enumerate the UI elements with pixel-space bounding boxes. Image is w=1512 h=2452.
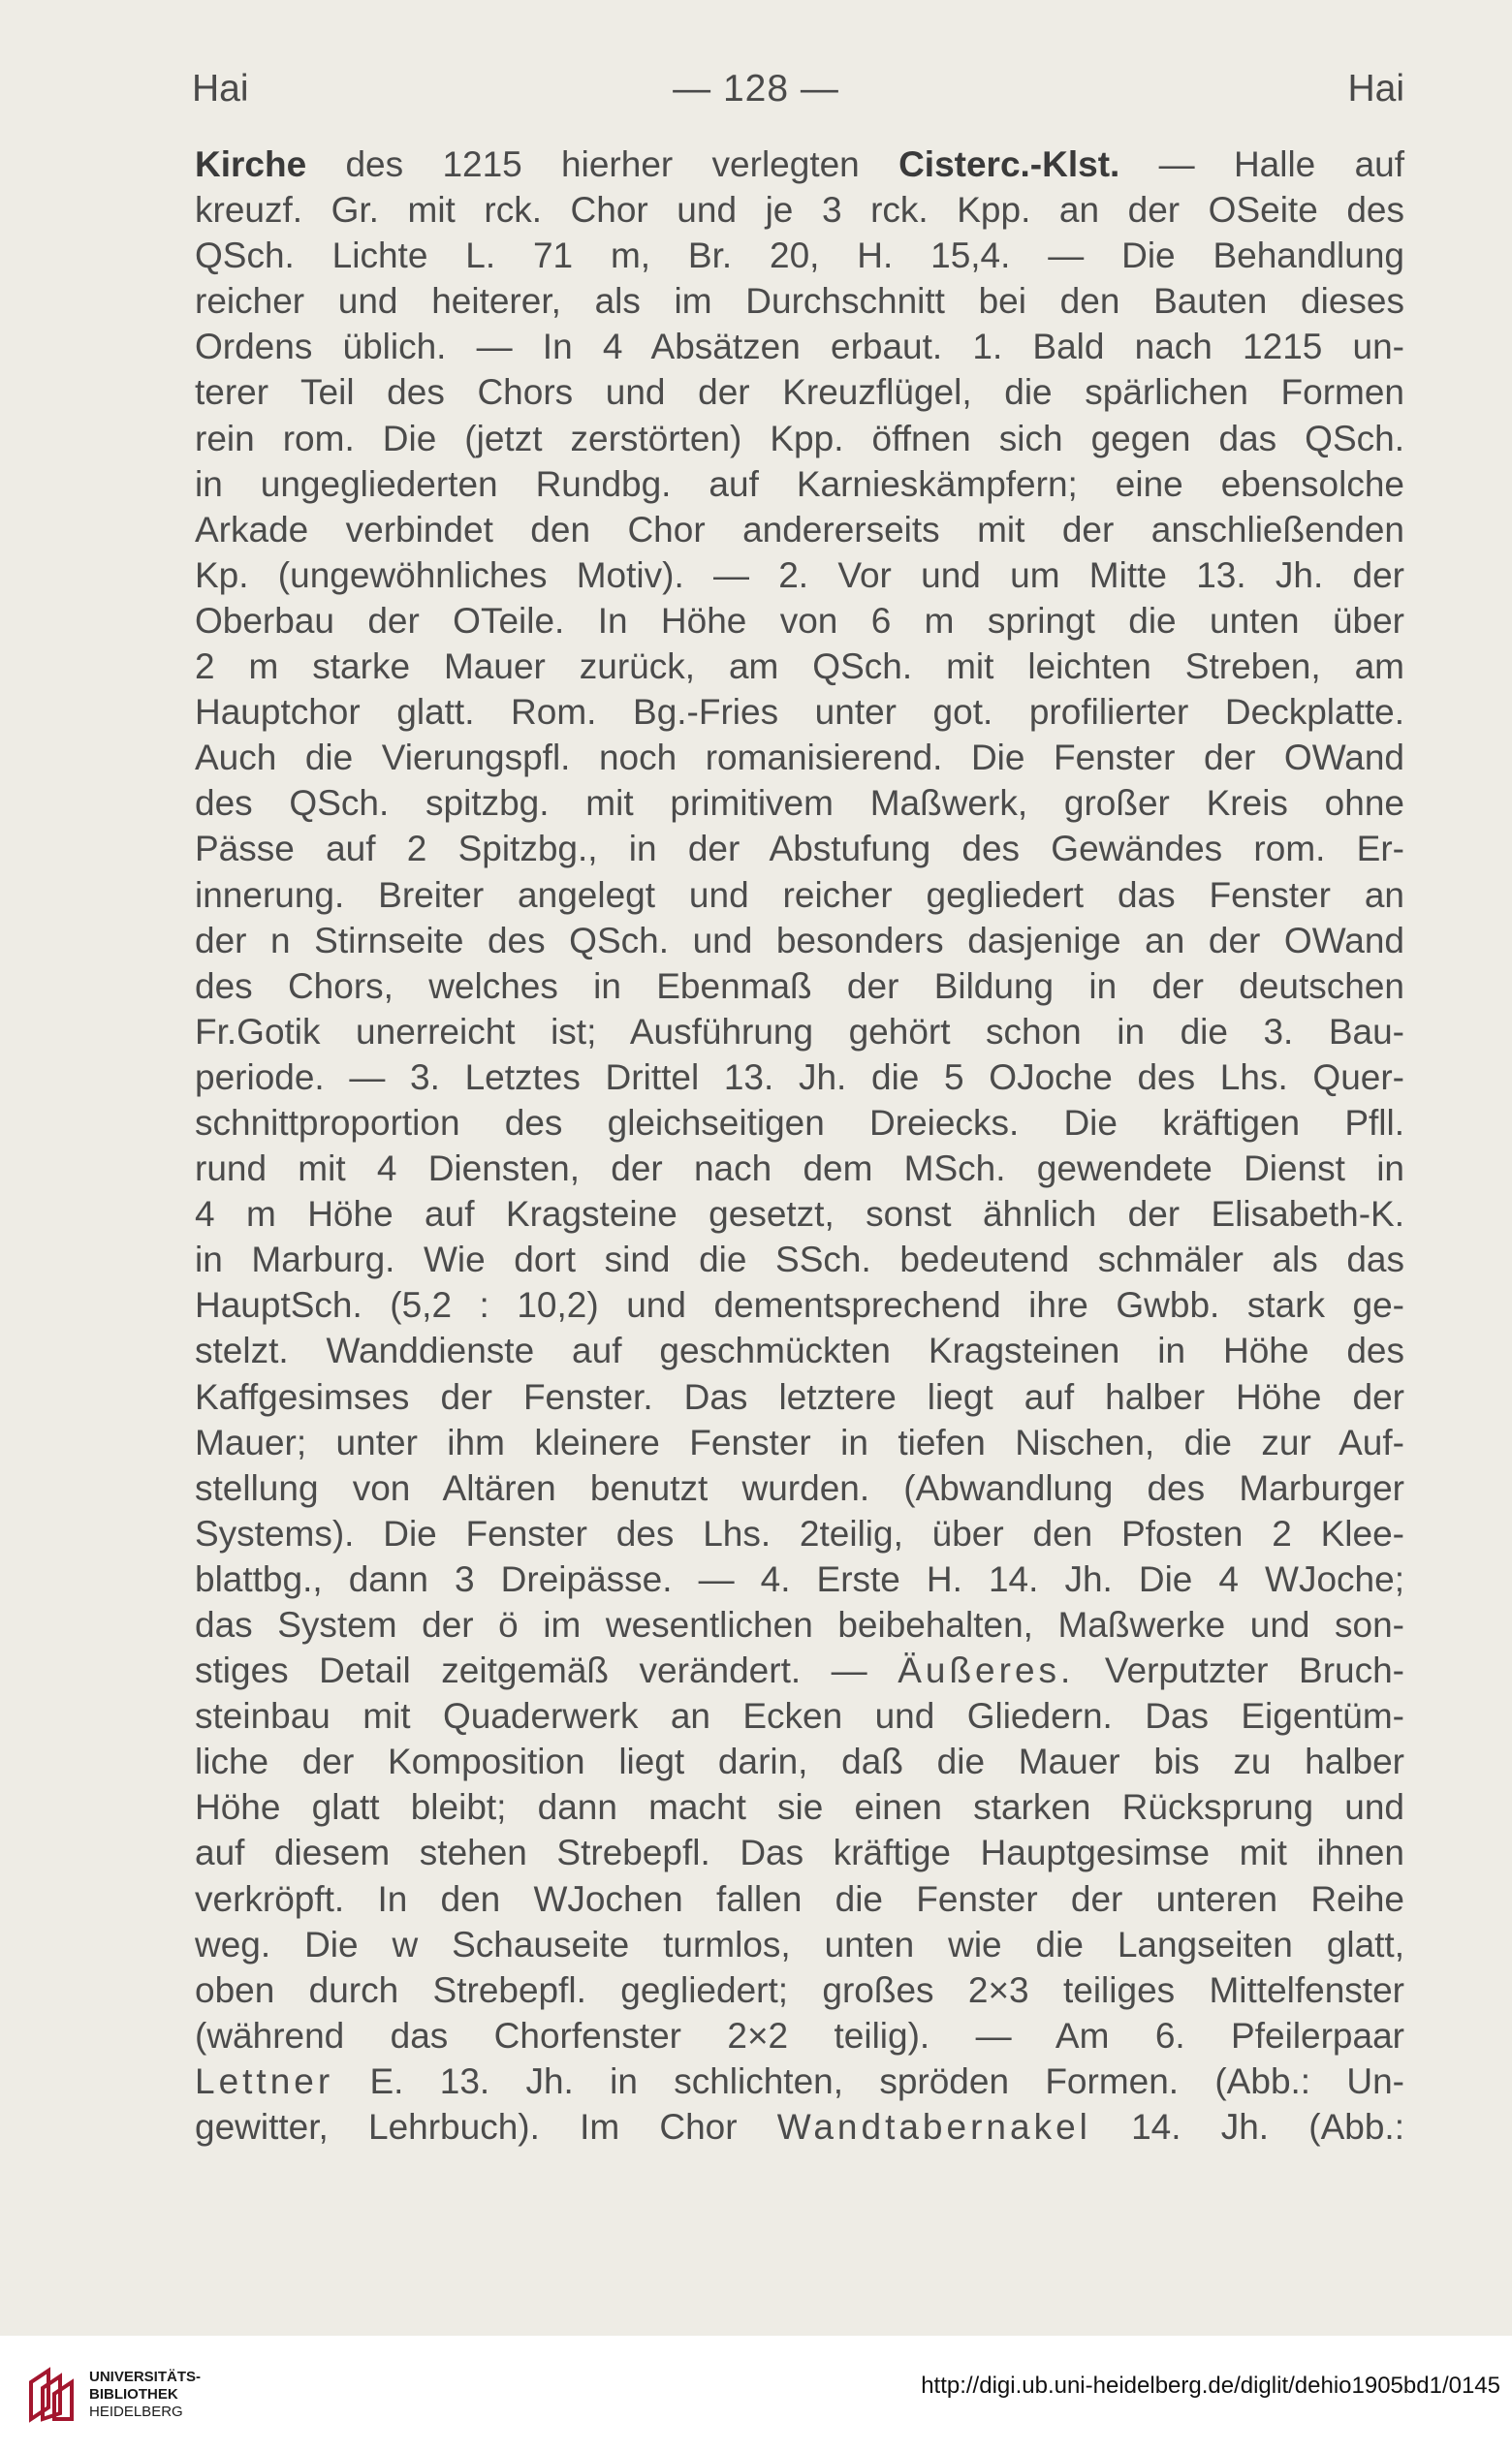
text-line [195, 507, 1404, 552]
text-line [195, 963, 1404, 1009]
text-segment: Kp. (ungewöhnliches Motiv). — 2. Vor und um Mitte 13. Jh. der [195, 554, 1404, 595]
text-line [195, 1100, 1404, 1146]
text-line [195, 1739, 1404, 1784]
text-line [195, 735, 1404, 780]
text-line [195, 598, 1404, 644]
text-segment: Verputzter Bruch- [1074, 1650, 1405, 1691]
text-segment: Höhe glatt bleibt; dann macht sie einen starken Rücksprung und [195, 1787, 1404, 1828]
library-logo-icon [19, 2363, 83, 2427]
header-left-keyword: Hai [192, 68, 249, 110]
spaced-term: Lettner [195, 2060, 334, 2101]
text-line [195, 2104, 1404, 2150]
text-line [195, 278, 1404, 324]
text-segment: Auch die Vierungspfl. noch romanisierend. Die Fenster der OWand [195, 738, 1404, 778]
text-line [195, 689, 1404, 735]
text-segment: — Halle auf [1119, 144, 1405, 184]
text-segment: das System der ö im wesentlichen beibehalten, Maßwerke und son- [195, 1605, 1404, 1645]
text-segment: (während das Chorfenster 2×2 teilig). — Am 6. Pfeilerpaar [195, 2015, 1404, 2056]
library-name [89, 2369, 201, 2421]
footer-bar [0, 2336, 1512, 2452]
article-body [195, 141, 1404, 2150]
source-url-link[interactable]: http://digi.ub.uni-heidelberg.de/diglit/dehio1905bd1/0145 [921, 2373, 1500, 2399]
text-segment: innerung. Breiter angelegt und reicher gegliedert das Fenster an [195, 874, 1404, 915]
text-segment: Pässe auf 2 Spitzbg., in der Abstufung des Gewändes rom. Er- [195, 829, 1404, 869]
text-line [195, 1967, 1404, 2013]
text-line [195, 1556, 1404, 1602]
text-line [195, 1784, 1404, 1830]
text-segment: stelzt. Wanddienste auf geschmückten Kragsteinen in Höhe des [195, 1331, 1404, 1371]
text-segment: des 1215 hierher verlegten [306, 144, 899, 184]
spaced-term: Wandtabernakel [776, 2107, 1091, 2148]
text-segment: 2 m starke Mauer zurück, am QSch. mit leichten Streben, am [195, 646, 1404, 687]
text-line [195, 1054, 1404, 1100]
text-line [195, 324, 1404, 369]
text-line [195, 872, 1404, 918]
text-segment: 14. Jh. (Abb.: [1090, 2107, 1404, 2148]
text-segment: steinbau mit Quaderwerk an Ecken und Gliedern. Das Eigentüm- [195, 1696, 1404, 1737]
library-name-line3: HEIDELBERG [89, 2404, 183, 2420]
library-name-line1: UNIVERSITÄTS- [89, 2369, 202, 2385]
text-segment: in Marburg. Wie dort sind die SSch. bedeutend schmäler als das [195, 1240, 1404, 1280]
text-line [195, 1602, 1404, 1648]
text-segment: E. 13. Jh. in schlichten, spröden Formen. (Abb.: Un- [333, 2060, 1404, 2101]
text-segment: gewitter, Lehrbuch). Im Chor [195, 2107, 777, 2148]
text-line [195, 1648, 1404, 1693]
text-line [195, 1922, 1404, 1967]
text-segment: Arkade verbindet den Chor andererseits mit der anschließenden [195, 509, 1404, 550]
bold-term: Cisterc.-Klst. [898, 144, 1120, 184]
text-segment: periode. — 3. Letztes Drittel 13. Jh. die 5 OJoche des Lhs. Quer- [195, 1056, 1404, 1097]
text-segment: kreuzf. Gr. mit rck. Chor und je 3 rck. Kpp. an der OSeite des [195, 190, 1404, 231]
text-line [195, 1511, 1404, 1556]
text-line [195, 2059, 1404, 2104]
text-segment: Fr.Gotik unerreicht ist; Ausführung gehört schon in die 3. Bau- [195, 1011, 1404, 1052]
text-line [195, 1237, 1404, 1282]
text-line [195, 416, 1404, 461]
text-line [195, 1876, 1404, 1922]
spaced-term: Äußeres. [898, 1650, 1075, 1691]
text-segment: liche der Komposition liegt darin, daß die Mauer bis zu halber [195, 1742, 1404, 1782]
text-segment: oben durch Strebepfl. gegliedert; großes 2×3 teiliges Mittelfenster [195, 1969, 1404, 2010]
text-segment: reicher und heiterer, als im Durchschnitt bei den Bauten dieses [195, 281, 1404, 322]
text-line [195, 187, 1404, 233]
text-segment: stellung von Altären benutzt wurden. (Abwandlung des Marburger [195, 1467, 1404, 1508]
text-line [195, 1465, 1404, 1511]
text-line [195, 1374, 1404, 1420]
text-segment: Systems). Die Fenster des Lhs. 2teilig, über den Pfosten 2 Klee- [195, 1513, 1404, 1554]
text-segment: Oberbau der OTeile. In Höhe von 6 m springt die unten über [195, 600, 1404, 641]
library-name-line2: BIBLIOTHEK [89, 2386, 178, 2403]
text-segment: terer Teil des Chors und der Kreuzflügel, die spärlichen Formen [195, 372, 1404, 413]
text-segment: auf diesem stehen Strebepfl. Das kräftige Hauptgesimse mit ihnen [195, 1833, 1404, 1873]
text-segment: Kaffgesimses der Fenster. Das letztere liegt auf halber Höhe der [195, 1376, 1404, 1417]
text-line [195, 1830, 1404, 1875]
text-line [195, 644, 1404, 689]
text-segment: stiges Detail zeitgemäß verändert. — [195, 1650, 898, 1691]
text-segment: des Chors, welches in Ebenmaß der Bildung in der deutschen [195, 965, 1404, 1006]
page-number: — 128 — [673, 68, 839, 110]
text-segment: in ungegliederten Rundbg. auf Karnieskämpfern; eine ebensolche [195, 463, 1404, 504]
text-line [195, 1191, 1404, 1237]
text-segment: blattbg., dann 3 Dreipässe. — 4. Erste H. 14. Jh. Die 4 WJoche; [195, 1558, 1404, 1599]
text-line [195, 1009, 1404, 1054]
text-line [195, 1420, 1404, 1465]
text-line [195, 1693, 1404, 1739]
text-line [195, 1146, 1404, 1191]
text-segment: HauptSch. (5,2 : 10,2) und dementsprechend ihre Gwbb. stark ge- [195, 1285, 1404, 1326]
text-segment: des QSch. spitzbg. mit primitivem Maßwerk, großer Kreis ohne [195, 783, 1404, 824]
text-line [195, 233, 1404, 278]
text-segment: rein rom. Die (jetzt zerstörten) Kpp. öffnen sich gegen das QSch. [195, 418, 1404, 458]
text-line [195, 780, 1404, 826]
text-segment: 4 m Höhe auf Kragsteine gesetzt, sonst ähnlich der Elisabeth-K. [195, 1194, 1404, 1235]
text-segment: QSch. Lichte L. 71 m, Br. 20, H. 15,4. — Die Behandlung [195, 236, 1404, 276]
text-segment: rund mit 4 Diensten, der nach dem MSch. gewendete Dienst in [195, 1148, 1404, 1189]
text-segment: der n Stirnseite des QSch. und besonders dasjenige an der OWand [195, 920, 1404, 960]
text-segment: schnittproportion des gleichseitigen Dreiecks. Die kräftigen Pfll. [195, 1102, 1404, 1143]
text-line [195, 918, 1404, 963]
text-line [195, 141, 1404, 187]
text-line [195, 826, 1404, 871]
text-segment: Ordens üblich. — In 4 Absätzen erbaut. 1. Bald nach 1215 un- [195, 327, 1404, 367]
text-segment: weg. Die w Schauseite turmlos, unten wie die Langseiten glatt, [195, 1924, 1404, 1965]
text-line [195, 552, 1404, 598]
text-line [195, 2013, 1404, 2059]
text-line [195, 461, 1404, 507]
text-segment: Hauptchor glatt. Rom. Bg.-Fries unter got. profilierter Deckplatte. [195, 692, 1404, 733]
text-line [195, 1282, 1404, 1328]
text-segment: Mauer; unter ihm kleinere Fenster in tiefen Nischen, die zur Auf- [195, 1422, 1404, 1462]
text-line [195, 369, 1404, 415]
text-line [195, 1328, 1404, 1373]
text-segment: verkröpft. In den WJochen fallen die Fenster der unteren Reihe [195, 1878, 1404, 1919]
header-right-keyword: Hai [1347, 68, 1404, 110]
bold-term: Kirche [195, 144, 307, 184]
